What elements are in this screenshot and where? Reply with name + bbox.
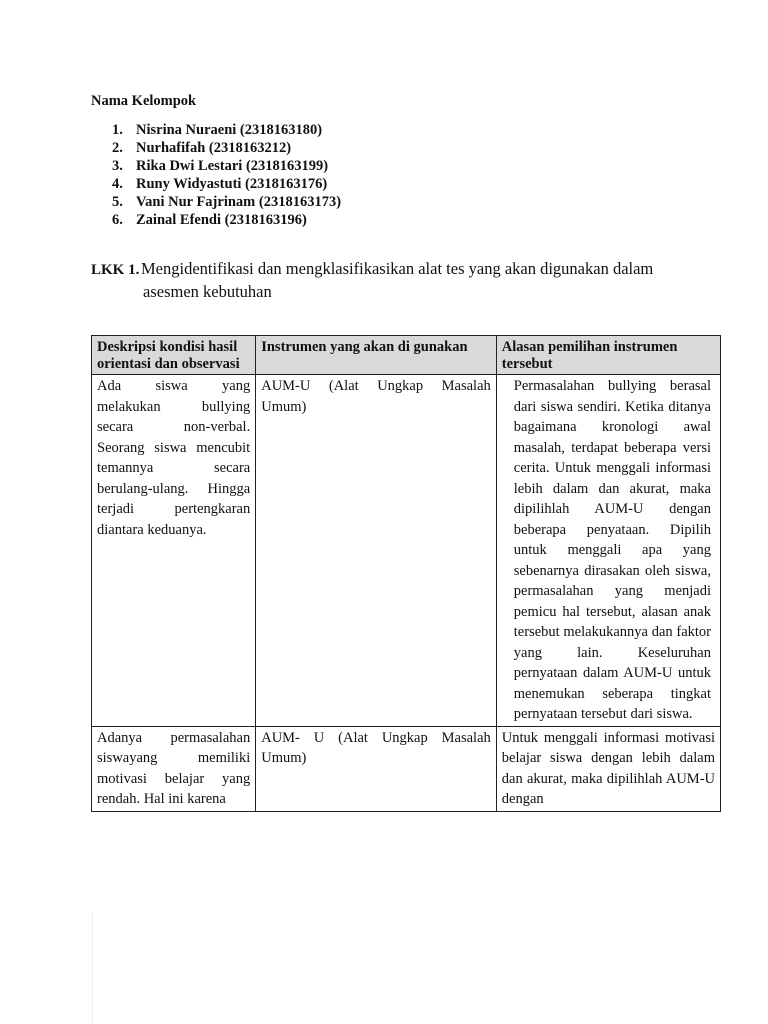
member-item: [112, 139, 341, 157]
lkk-text-line-2: asesmen kebutuhan: [143, 282, 272, 301]
member-name: Nurhafifah (2318163212): [136, 140, 292, 156]
member-list: [112, 121, 341, 229]
page-margin-line: [92, 912, 93, 1024]
member-number: 2.: [112, 140, 123, 156]
cell-reason: Permasalahan bullying berasal dari siswa sendiri. Ketika ditanya bagaimana kronologi awal masalah, terdapat beberapa versi cerita. Untuk menggali informasi lebih dalam dan akurat, maka dipilihlah AUM-U dengan beberapa penyataan. Dipilih untuk menggali apa yang sebenarnya dirasakan oleh siswa, permasalahan yang menjadi pemicu hal tersebut, alasan anak tersebut melakukannya dan faktor yang lain. Keseluruhan pernyataan dalam AUM-U untuk menemukan seberapa tingkat pernyataan tersebut dari siswa.: [496, 375, 720, 727]
cell-reason: Untuk menggali informasi motivasi belajar siswa dengan lebih dalam dan akurat, maka dipilihlah AUM-U dengan: [496, 726, 720, 811]
member-item: [112, 175, 341, 193]
table-row: [92, 726, 721, 811]
member-name: Vani Nur Fajrinam (2318163173): [136, 194, 342, 210]
cell-instrument: AUM-U (Alat Ungkap Masalah Umum): [256, 375, 497, 727]
member-number: 6.: [112, 212, 123, 228]
lkk-label: LKK 1.: [91, 262, 140, 278]
member-name: Runy Widyastuti (2318163176): [136, 176, 328, 192]
member-name: Nisrina Nuraeni (2318163180): [136, 122, 323, 138]
member-number: 4.: [112, 176, 123, 192]
table-header-row: [92, 336, 721, 375]
header-reason: Alasan pemilihan instrumen tersebut: [496, 336, 720, 375]
member-item: [112, 121, 341, 139]
member-item: [112, 211, 341, 229]
member-number: 3.: [112, 158, 123, 174]
member-item: [112, 193, 341, 211]
member-item: [112, 157, 341, 175]
lkk-line-1: [91, 258, 711, 281]
assessment-table: [91, 335, 721, 812]
member-number: 5.: [112, 194, 123, 210]
header-description: Deskripsi kondisi hasil orientasi dan observasi: [92, 336, 256, 375]
lkk-heading: [91, 258, 711, 302]
cell-instrument: AUM- U (Alat Ungkap Masalah Umum): [256, 726, 497, 811]
group-title: Nama Kelompok: [91, 93, 197, 109]
cell-description: Adanya permasalahan siswayang memiliki motivasi belajar yang rendah. Hal ini karena: [92, 726, 256, 811]
table-row: [92, 375, 721, 727]
member-name: Rika Dwi Lestari (2318163199): [136, 158, 329, 174]
member-number: 1.: [112, 122, 123, 138]
member-name: Zainal Efendi (2318163196): [136, 212, 307, 228]
header-instrument: Instrumen yang akan di gunakan: [256, 336, 497, 375]
lkk-text-line-1: Mengidentifikasi dan mengklasifikasikan alat tes yang akan digunakan dalam: [141, 259, 654, 278]
cell-description: Ada siswa yang melakukan bullying secara non-verbal. Seorang siswa mencubit temannya secara berulang-ulang. Hingga terjadi pertengkaran diantara keduanya.: [92, 375, 256, 727]
